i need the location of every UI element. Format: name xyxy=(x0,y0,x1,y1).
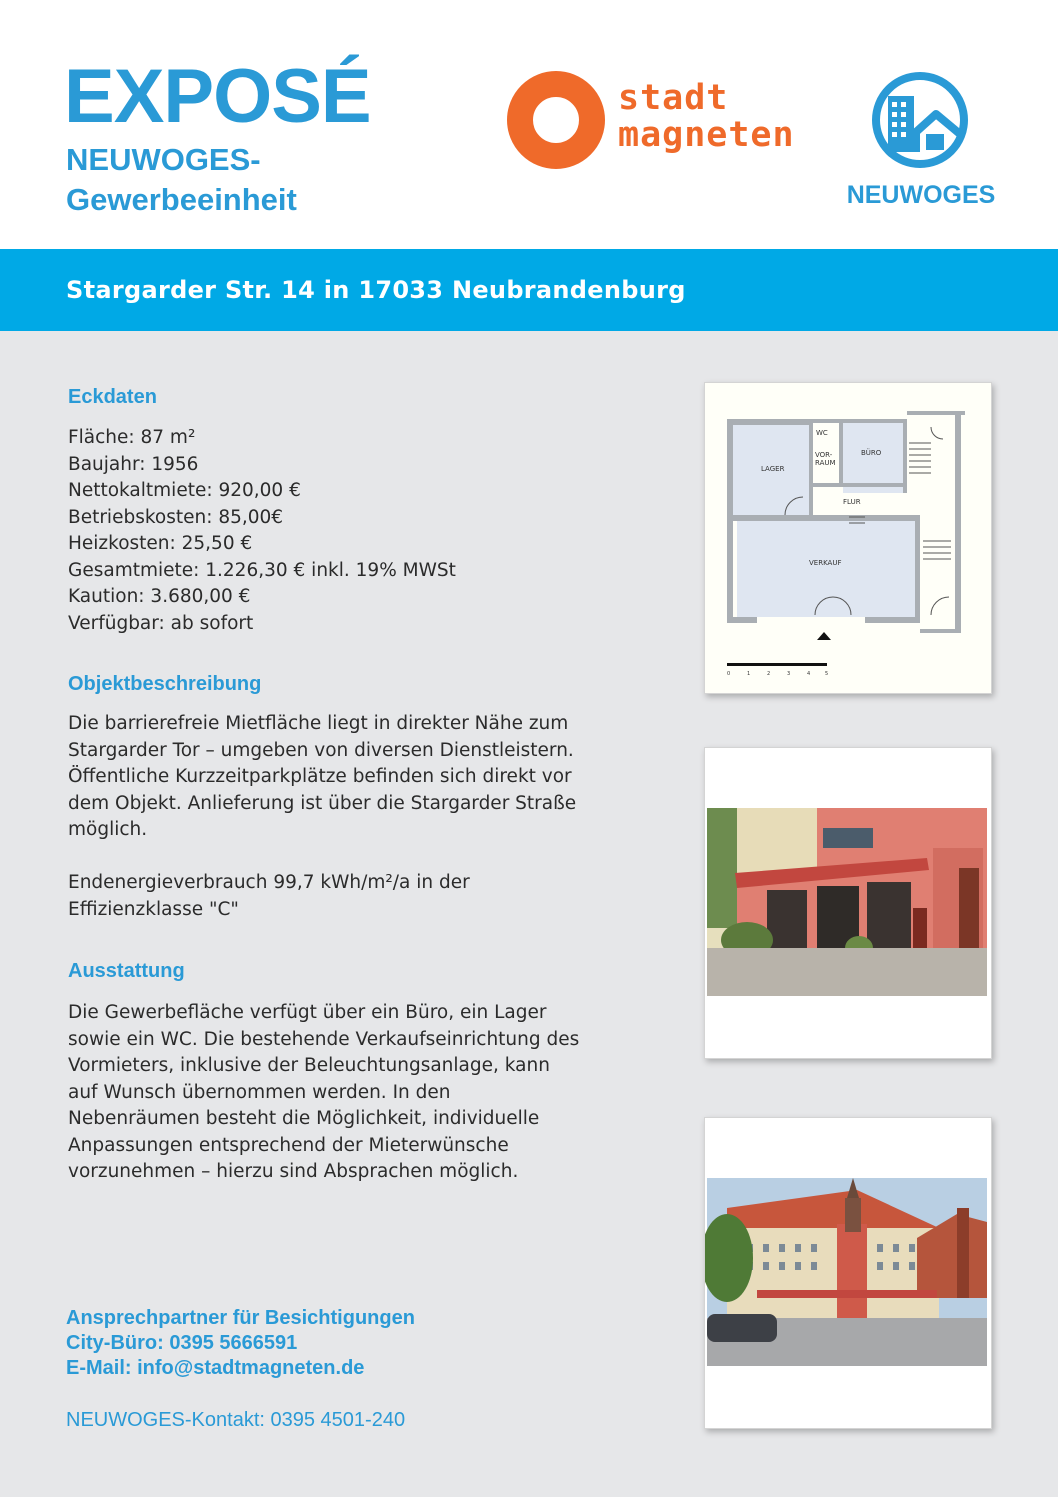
eckdaten-kaution: Kaution: 3.680,00 € xyxy=(68,586,251,607)
storefront-photo-frame xyxy=(704,747,992,1059)
contact-email[interactable]: E-Mail: info@stadtmagneten.de xyxy=(66,1357,365,1379)
address-text: Stargarder Str. 14 in 17033 Neubrandenburg xyxy=(66,276,686,304)
stadtmagneten-line-1: stadt xyxy=(618,78,729,118)
energie-line: Effizienzklasse "C" xyxy=(68,898,239,920)
objektbeschreibung-line: möglich. xyxy=(68,819,148,840)
energie-line: Endenergieverbrauch 99,7 kWh/m²/a in der xyxy=(68,872,470,893)
stadtmagneten-logo-icon xyxy=(504,68,608,172)
floorplan-frame xyxy=(704,382,992,694)
objektbeschreibung-heading: Objektbeschreibung xyxy=(68,673,262,695)
stadtmagneten-logo-text xyxy=(618,80,795,154)
scale-bar xyxy=(727,663,827,666)
floorplan-label-wc: WC xyxy=(816,429,828,437)
stadtmagneten-line-2: magneten xyxy=(618,115,795,155)
eckdaten-baujahr: Baujahr: 1956 xyxy=(68,453,199,475)
ausstattung-text xyxy=(68,1000,628,1186)
contact-phone: City-Büro: 0395 5666591 xyxy=(66,1332,298,1354)
subtitle xyxy=(66,140,297,220)
storefront-photo xyxy=(705,748,991,1058)
neuwoges-logo-icon xyxy=(868,68,972,172)
scale-label: 0 xyxy=(727,671,731,677)
room-buero xyxy=(843,423,907,493)
ausstattung-line: Vormieters, inklusive der Beleuchtungsanlage, kann xyxy=(68,1055,550,1076)
eckdaten-gesamtmiete: Gesamtmiete: 1.226,30 € inkl. 19% MWSt xyxy=(68,559,456,581)
floorplan-label-verkauf: VERKAUF xyxy=(809,559,842,567)
paragraph-gap xyxy=(68,844,628,871)
scale-label: 4 xyxy=(807,671,811,677)
eckdaten-list xyxy=(68,425,628,637)
scale-label: 2 xyxy=(767,671,771,677)
expose-title: EXPOSÉ xyxy=(64,54,371,139)
street-photo xyxy=(705,1118,991,1428)
scale-label: 3 xyxy=(787,671,791,677)
eckdaten-heading: Eckdaten xyxy=(68,386,157,408)
objektbeschreibung-line: dem Objekt. Anlieferung ist über die Stargarder Straße xyxy=(68,792,577,814)
room-verkauf xyxy=(737,521,915,617)
ausstattung-line: sowie ein WC. Die bestehende Verkaufseinrichtung des xyxy=(68,1028,580,1050)
ausstattung-line: auf Wunsch übernommen werden. In den xyxy=(68,1081,451,1103)
floorplan-image xyxy=(705,383,991,693)
ausstattung-line: vorzunehmen – hierzu sind Absprachen möglich. xyxy=(68,1161,519,1182)
objektbeschreibung-text xyxy=(68,711,628,923)
floorplan-label-buero: BÜRO xyxy=(861,449,882,457)
neuwoges-contact: NEUWOGES-Kontakt: 0395 4501-240 xyxy=(66,1409,406,1431)
objektbeschreibung-line: Stargarder Tor – umgeben von diversen Dienstleistern. xyxy=(68,739,574,761)
street-photo-frame xyxy=(704,1117,992,1429)
eckdaten-verfuegbar: Verfügbar: ab sofort xyxy=(68,612,254,634)
floorplan-label-vorraum-2: RAUM xyxy=(815,459,836,467)
scale-label: 1 xyxy=(747,671,751,677)
floorplan-label-lager: LAGER xyxy=(761,465,785,473)
floorplan-label-flur: FLUR xyxy=(843,498,861,506)
neuwoges-logo-text: NEUWOGES xyxy=(846,181,996,209)
eckdaten-heizkosten: Heizkosten: 25,50 € xyxy=(68,533,253,554)
objektbeschreibung-line: Die barrierefreie Mietfläche liegt in direkter Nähe zum xyxy=(68,713,569,734)
objektbeschreibung-line: Öffentliche Kurzzeitparkplätze befinden sich direkt vor xyxy=(68,766,572,787)
contact-block xyxy=(66,1306,415,1381)
eckdaten-flaeche: Fläche: 87 m² xyxy=(68,427,196,448)
floorplan-label-vorraum-1: VOR- xyxy=(815,451,833,459)
ausstattung-line: Die Gewerbefläche verfügt über ein Büro, ein Lager xyxy=(68,1002,547,1023)
eckdaten-nettokaltmiete: Nettokaltmiete: 920,00 € xyxy=(68,480,301,501)
ausstattung-line: Nebenräumen besteht die Möglichkeit, individuelle xyxy=(68,1108,540,1129)
ausstattung-heading: Ausstattung xyxy=(68,960,185,982)
subtitle-line-1: NEUWOGES- xyxy=(66,142,261,177)
scale-label: 5 xyxy=(825,671,829,677)
contact-heading: Ansprechpartner für Besichtigungen xyxy=(66,1307,415,1329)
eckdaten-betriebskosten: Betriebskosten: 85,00€ xyxy=(68,506,284,528)
subtitle-line-2: Gewerbeeinheit xyxy=(66,182,297,217)
ausstattung-line: Anpassungen entsprechend der Mieterwünsche xyxy=(68,1134,509,1156)
